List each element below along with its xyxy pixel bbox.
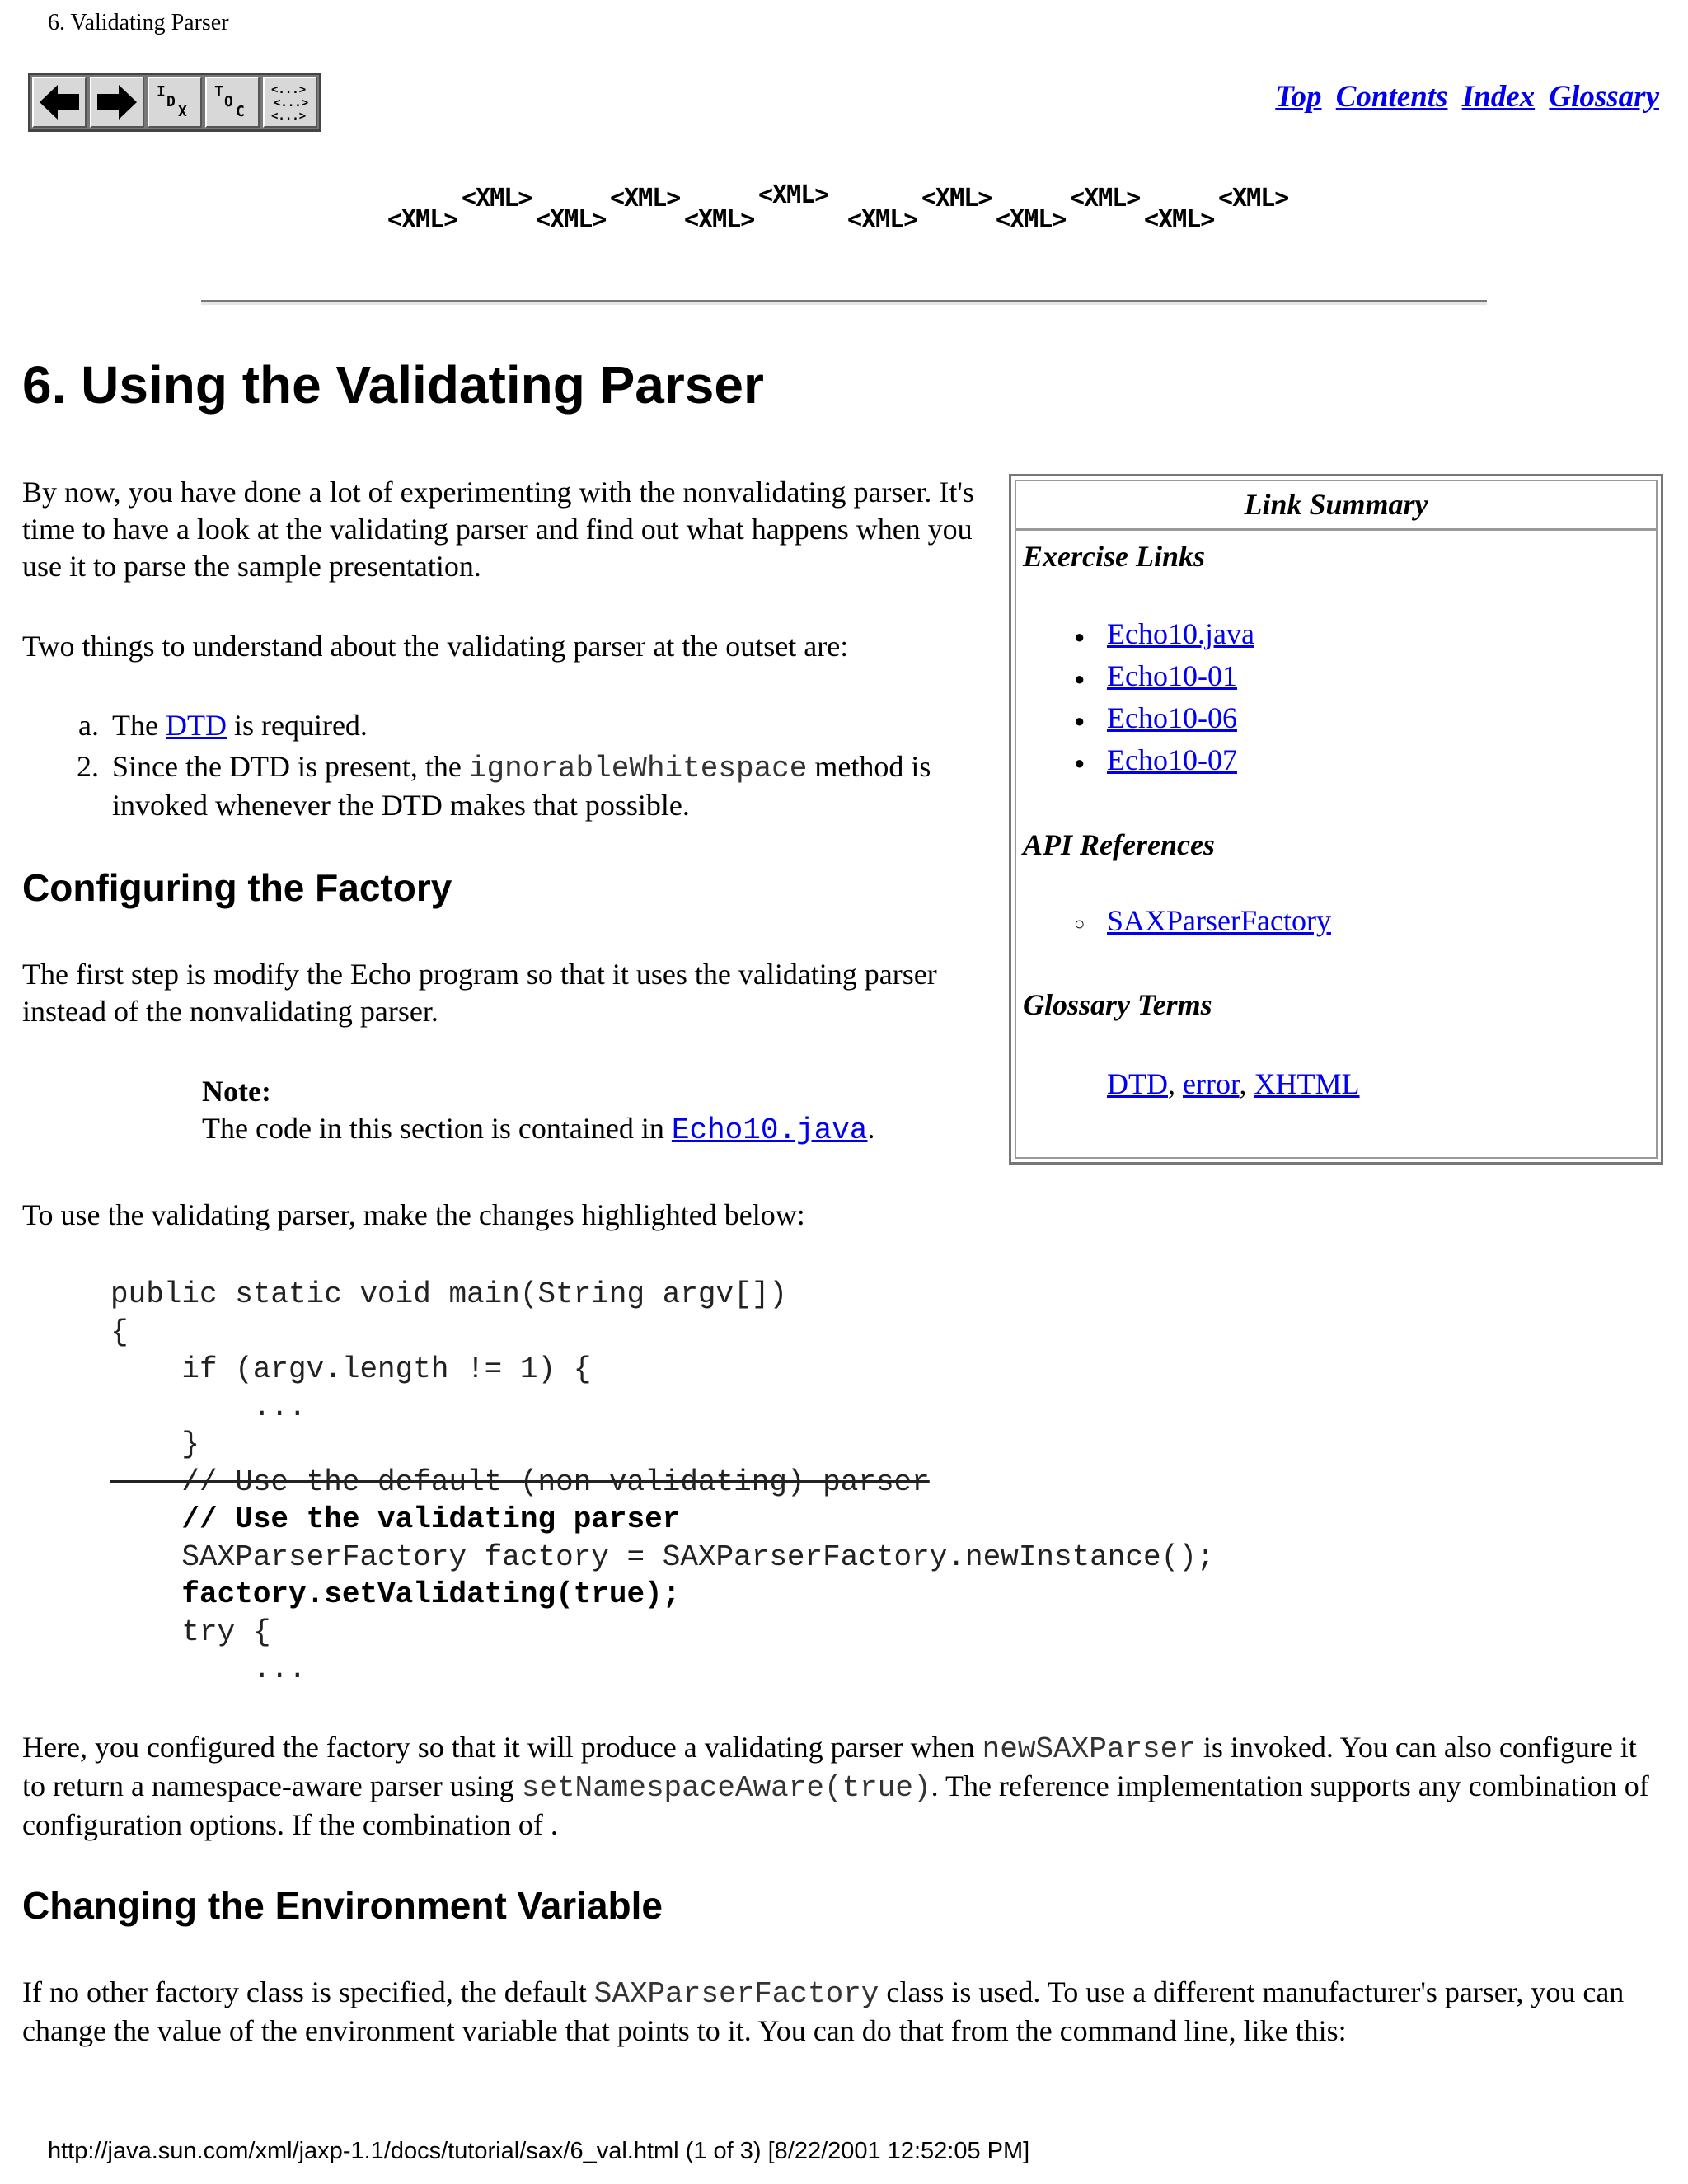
list-text: is required. [226,709,368,742]
arrow-left-icon [38,83,81,121]
xml-banner-tag: <XML> [921,184,992,213]
index-link[interactable]: Index [1461,80,1536,114]
xml-banner-tag: <XML> [996,205,1067,234]
note-box [202,1073,875,1149]
code-line: ... [110,1652,307,1686]
xml-banner [387,177,1311,235]
code-line-added: // Use the validating parser [110,1502,681,1536]
note-text: The code in this section is contained in [202,1112,672,1145]
xml-banner-tag: <XML> [610,184,681,213]
list-item [1074,655,1254,697]
list-item [1074,739,1254,781]
configuring-paragraph: The first step is modify the Echo program so that it uses the validating parser instead of the nonvalidating parser. [22,958,937,1028]
glossary-link-dtd[interactable]: DTD [1107,1067,1168,1100]
toc-icon [211,82,254,123]
svg-text:C: C [236,103,245,120]
section-heading-environment-variable: Changing the Environment Variable [22,1884,663,1927]
paragraph-text: If no other factory class is specified, the default [22,1975,594,2008]
list-text: Since the DTD is present, the [112,750,469,783]
page-header: 6. Validating Parser [48,10,229,35]
list-item [66,707,931,744]
xml-banner-tag: <XML> [462,184,532,213]
horizontal-rule [201,300,1487,305]
glossary-link-xhtml[interactable]: XHTML [1254,1067,1360,1100]
xml-banner-tag: <XML> [758,180,829,209]
glossary-links: DTD, error, XHTML [1107,1067,1360,1100]
code-block [110,1276,1214,1689]
xml-banner-tag: <XML> [684,205,755,234]
exercise-link[interactable]: Echo10-01 [1107,659,1237,692]
nav-toolbar [28,73,321,132]
svg-text:<...>: <...> [274,96,309,110]
list-marker: a. [78,709,99,742]
code-line: public static void main(String argv[]) [110,1277,787,1311]
exercise-link[interactable]: Echo10.java [1107,617,1254,650]
requirements-list [66,707,931,824]
glossary-link-error[interactable]: error [1183,1067,1240,1100]
forward-button[interactable] [90,77,144,128]
inline-code: setNamespaceAware(true) [521,1771,931,1805]
exercise-link[interactable]: Echo10-07 [1107,743,1237,776]
after-code-paragraph [22,1729,1662,1844]
xml-tags-icon [269,82,312,123]
dtd-link[interactable]: DTD [165,709,227,742]
glossary-link[interactable]: Glossary [1549,80,1659,114]
index-button[interactable] [148,77,202,128]
api-links-list [1074,900,1331,942]
xml-banner-tag: <XML> [1144,205,1215,234]
list-text: method is [807,750,931,783]
intro-paragraph: By now, you have done a lot of experimenting with the nonvalidating parser. It's time to have a look at the validating parser and find out what happens when you use it to parse the sample presentation. [22,476,974,583]
list-marker: 2. [77,750,99,783]
contents-link[interactable]: Contents [1335,80,1448,114]
toc-button[interactable] [205,77,260,128]
svg-text:T: T [214,83,223,101]
xml-banner-tag: <XML> [536,205,607,234]
xml-button[interactable] [263,77,317,128]
list-item [1074,900,1331,942]
link-summary-inner [1015,480,1658,1159]
code-line: ... [110,1390,307,1424]
code-line: SAXParserFactory factory = SAXParserFactory.newInstance(); [110,1540,1215,1574]
svg-text:O: O [224,93,233,110]
xml-banner-tag: <XML> [847,205,918,234]
code-line-removed: // Use the default (non-validating) parser [110,1465,930,1499]
back-button[interactable] [32,77,87,128]
code-line: } [110,1427,200,1461]
xml-banner-tag: <XML> [1070,184,1141,213]
two-things-paragraph: Two things to understand about the validating parser at the outset are: [22,630,849,663]
svg-text:X: X [178,103,187,120]
svg-text:<...>: <...> [271,110,307,123]
top-links [1268,79,1659,115]
page-title: 6. Using the Validating Parser [22,355,764,415]
svg-text:I: I [157,83,166,101]
environment-paragraph [22,1974,1662,2050]
glossary-terms-heading: Glossary Terms [1023,988,1212,1021]
link-summary-title: Link Summary [1016,481,1656,531]
paragraph-text: class is used. To use a different manufacturer's parser, you can change the value of the environment variable that points to it. You can do that from the command line, like this: [22,1975,1625,2047]
paragraph-text: is invoked. You can also configure it to return a namespace-aware parser using [22,1731,1637,1802]
api-link[interactable]: SAXParserFactory [1107,904,1331,937]
note-text-end: . [867,1112,875,1145]
note-label: Note: [202,1075,271,1108]
code-line: if (argv.length != 1) { [110,1352,592,1386]
exercise-links-list [1074,613,1254,781]
index-icon [153,82,196,123]
top-link[interactable]: Top [1275,80,1322,114]
section-heading-configuring-factory: Configuring the Factory [22,866,452,909]
inline-code: newSAXParser [982,1732,1196,1766]
list-text: invoked whenever the DTD makes that possible. [112,789,690,822]
code-line-added: factory.setValidating(true); [110,1577,681,1611]
inline-code: ignorableWhitespace [468,752,808,785]
footer-url: http://java.sun.com/xml/jaxp-1.1/docs/tutorial/sax/6_val.html (1 of 3) [8/22/2001 12:52:05 PM] [48,2138,1030,2164]
list-item [66,748,931,824]
svg-text:<...>: <...> [271,83,307,96]
inline-code: SAXParserFactory [593,1977,879,2011]
code-line: { [110,1315,129,1349]
paragraph-text: . The reference implementation supports any combination of configuration options. If the combination of . [22,1769,1649,1841]
list-item [1074,697,1254,739]
list-text: The [112,709,166,742]
changes-intro: To use the validating parser, make the changes highlighted below: [22,1198,805,1231]
api-references-heading: API References [1023,828,1215,861]
link-summary-box [1009,474,1663,1165]
arrow-right-icon [96,83,138,121]
exercise-link[interactable]: Echo10-06 [1107,701,1237,734]
echo10-java-link[interactable]: Echo10.java [671,1113,868,1147]
list-item [1074,613,1254,655]
code-line: try { [110,1615,271,1649]
xml-banner-tag: <XML> [1218,184,1289,213]
xml-banner-tag: <XML> [387,205,458,234]
exercise-links-heading: Exercise Links [1023,540,1205,573]
paragraph-text: Here, you configured the factory so that it will produce a validating parser when [22,1731,982,1764]
svg-text:D: D [166,93,176,110]
